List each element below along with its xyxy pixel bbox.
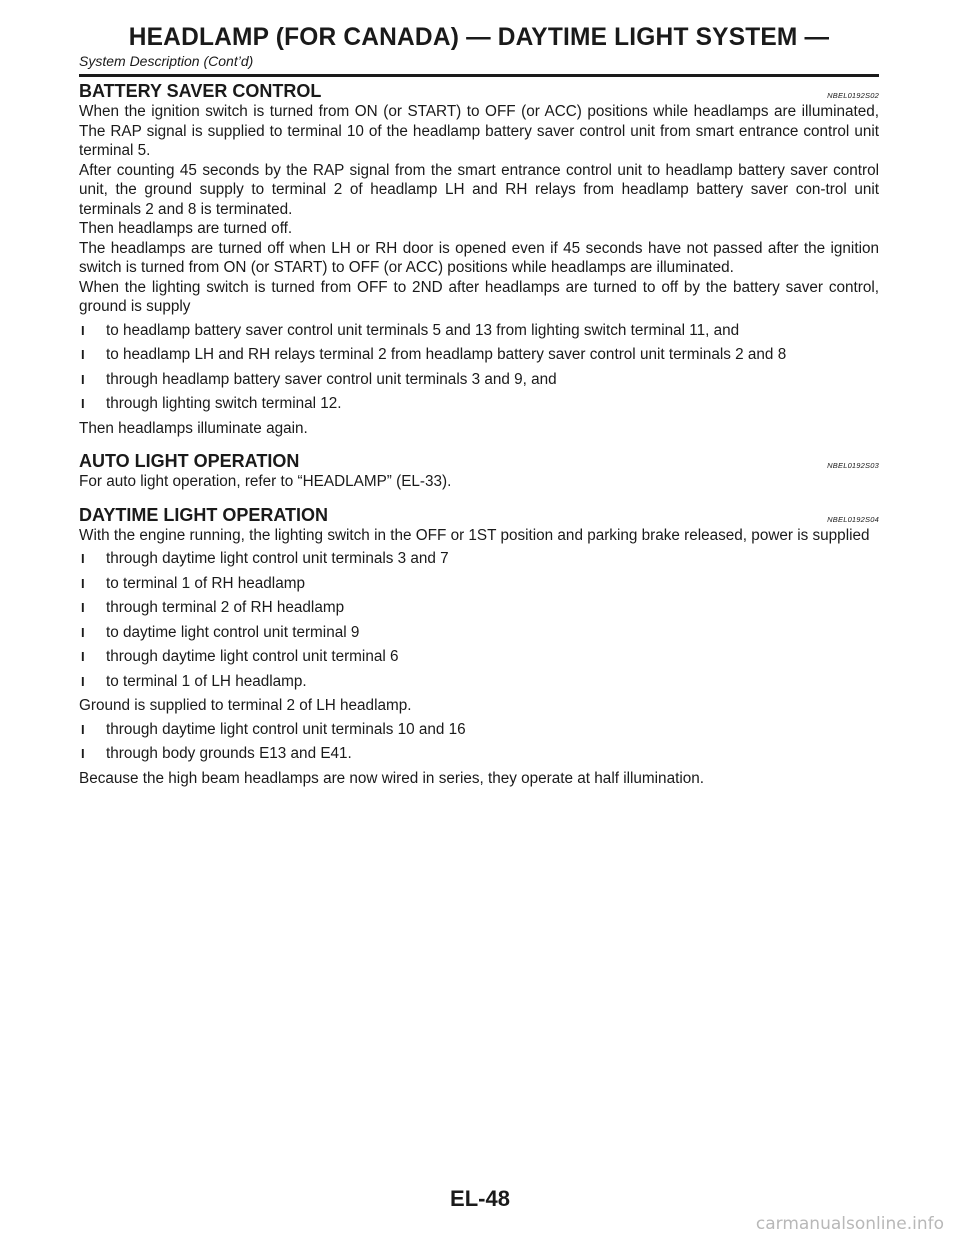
bullet-icon: I xyxy=(81,396,85,411)
list-item xyxy=(79,672,879,692)
list-item xyxy=(79,647,879,667)
bullet-list xyxy=(79,720,879,764)
paragraph: With the engine running, the lighting switch in the OFF or 1ST position and parking brake released, power is supplied xyxy=(79,526,870,544)
list-item-text: through daytime light control unit terminal 6 xyxy=(106,648,399,665)
paragraph: Then headlamps illuminate again. xyxy=(79,419,308,437)
list-item xyxy=(79,549,879,569)
watermark: carmanualsonline.info xyxy=(755,1214,944,1234)
list-item-text: to headlamp LH and RH relays terminal 2 from headlamp battery saver control unit terminals 2 and 8 xyxy=(106,346,787,363)
page-header xyxy=(79,22,879,70)
section-code: NBEL0192S04 xyxy=(827,514,879,524)
section-heading xyxy=(79,80,879,102)
section-title: BATTERY SAVER CONTROL xyxy=(79,81,322,101)
page-title: HEADLAMP (FOR CANADA) — DAYTIME LIGHT SYSTEM — xyxy=(128,23,830,51)
section-title: DAYTIME LIGHT OPERATION xyxy=(79,504,329,525)
bullet-icon: I xyxy=(81,673,85,689)
document-body xyxy=(79,80,879,788)
list-item xyxy=(79,321,879,341)
page-subtitle: System Description (Cont’d) xyxy=(79,53,254,69)
section-heading xyxy=(79,504,879,526)
list-item-text: through terminal 2 of RH headlamp xyxy=(106,599,345,616)
bullet-list xyxy=(79,321,879,414)
paragraph: Because the high beam headlamps are now wired in series, they operate at half illumination. xyxy=(79,769,704,787)
section-title: AUTO LIGHT OPERATION xyxy=(79,451,300,471)
bullet-icon: I xyxy=(81,551,85,566)
bullet-list xyxy=(79,549,879,691)
bullet-icon: I xyxy=(81,371,85,387)
list-item-text: through headlamp battery saver control unit terminals 3 and 9, and xyxy=(106,370,557,388)
bullet-icon: I xyxy=(81,575,85,591)
paragraph: When the lighting switch is turned from OFF to 2ND after headlamps are turned to off by the battery saver control, ground is supply xyxy=(79,278,879,315)
list-item xyxy=(79,720,879,740)
paragraph: For auto light operation, refer to “HEADLAMP” (EL-33). xyxy=(79,473,452,490)
bullet-icon: I xyxy=(81,624,85,640)
list-item-text: to terminal 1 of LH headlamp. xyxy=(106,672,307,690)
paragraph: When the ignition switch is turned from ON (or START) to OFF (or ACC) positions while headlamps are illuminated, The RAP signal is supplied to terminal 10 of the headlamp battery saver control unit from smart entrance control unit terminal 5. xyxy=(79,103,879,159)
bullet-icon: I xyxy=(81,347,85,362)
list-item xyxy=(79,394,879,414)
list-item xyxy=(79,623,879,643)
list-item-text: to terminal 1 of RH headlamp xyxy=(106,574,305,592)
page-number: EL-48 xyxy=(450,1186,510,1211)
list-item xyxy=(79,345,879,365)
header-divider xyxy=(79,74,879,77)
bullet-icon: I xyxy=(81,721,85,737)
paragraph: Then headlamps are turned off. xyxy=(79,220,293,237)
list-item-text: through daytime light control unit terminals 10 and 16 xyxy=(106,720,466,738)
list-item-text: through body grounds E13 and E41. xyxy=(106,745,352,762)
list-item-text: to headlamp battery saver control unit terminals 5 and 13 from lighting switch terminal 11, and xyxy=(106,321,740,339)
paragraph: Ground is supplied to terminal 2 of LH headlamp. xyxy=(79,697,412,714)
bullet-icon: I xyxy=(81,600,85,615)
section-heading xyxy=(79,450,879,472)
list-item-text: through lighting switch terminal 12. xyxy=(106,395,342,412)
list-item xyxy=(79,744,879,764)
list-item xyxy=(79,370,879,390)
list-item xyxy=(79,598,879,618)
bullet-icon: I xyxy=(81,649,85,664)
list-item-text: through daytime light control unit terminals 3 and 7 xyxy=(106,550,449,567)
section-code: NBEL0192S02 xyxy=(827,91,879,100)
bullet-icon: I xyxy=(81,746,85,761)
paragraph: The headlamps are turned off when LH or RH door is opened even if 45 seconds have not passed after the ignition switch is turned from ON (or START) to OFF (or ACC) positions while headlamps are illuminated. xyxy=(79,239,879,276)
list-item xyxy=(79,574,879,594)
bullet-icon: I xyxy=(81,322,85,338)
list-item-text: to daytime light control unit terminal 9 xyxy=(106,623,360,641)
paragraph: After counting 45 seconds by the RAP signal from the smart entrance control unit to headlamp battery saver control unit, the ground supply to terminal 2 of headlamp LH and RH relays from headlamp battery saver con-trol unit terminals 2 and 8 is terminated. xyxy=(79,161,879,218)
section-code: NBEL0192S03 xyxy=(827,461,879,470)
